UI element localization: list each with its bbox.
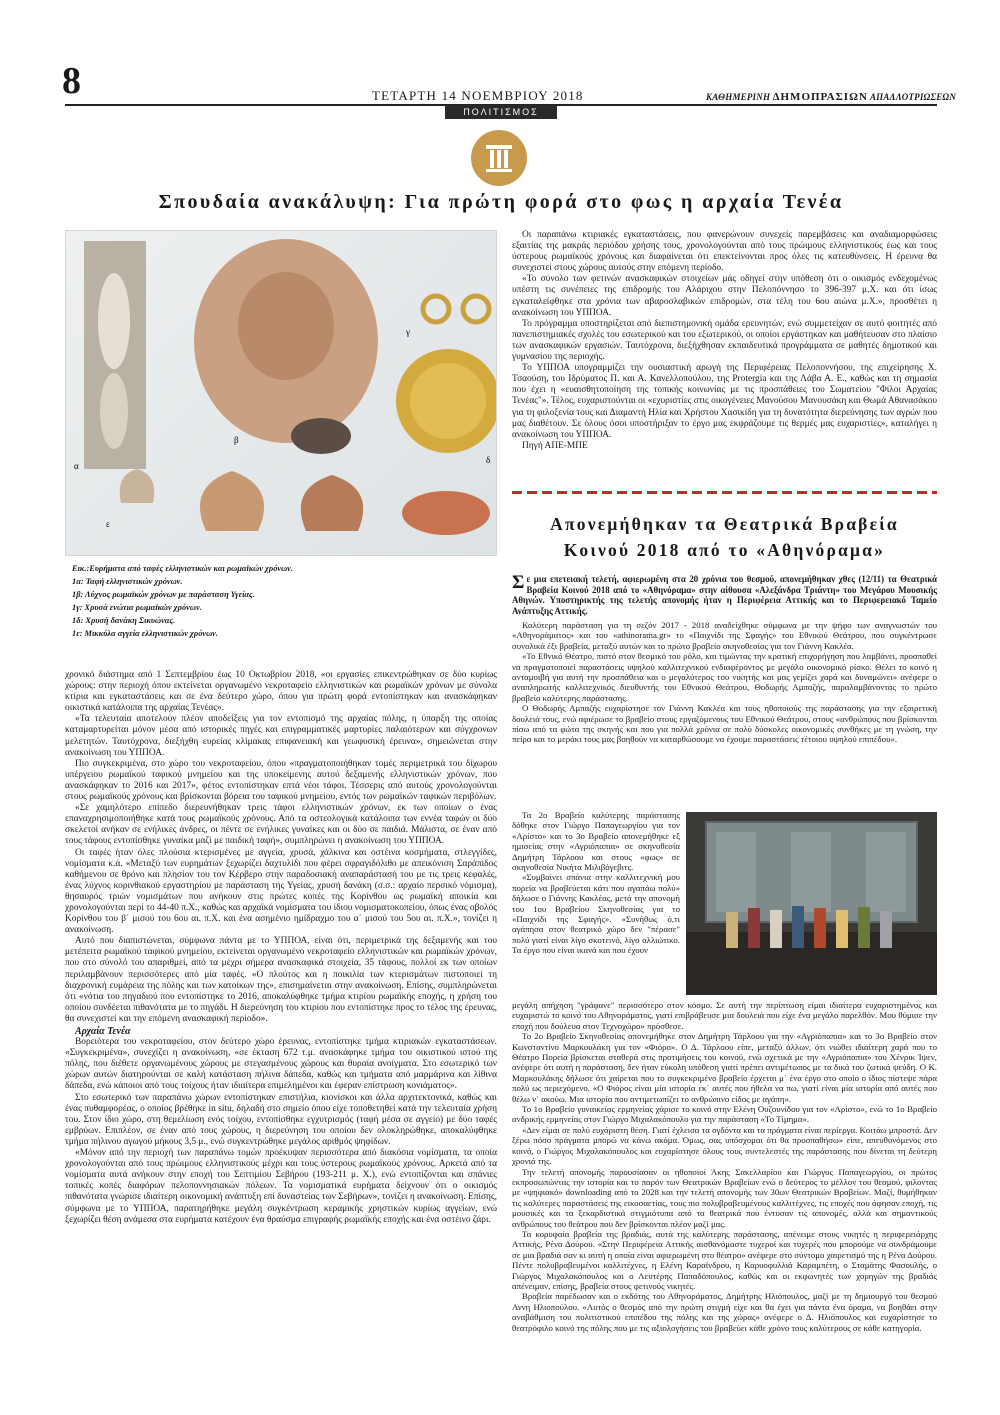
- article-divider: [512, 491, 937, 494]
- paragraph: Οι παραπάνω κτιριακές εγκαταστάσεις, που φανερώνουν συνεχείς παρεμβάσεις και αναδιαμορφώσεις εξαιτίας της μακράς περιόδου χρήσης τους, χρονολογούνται από τους πρώιμους ελληνιστικούς έως και τους ύστερους ρωμαϊκούς χρόνους και διαφαίνεται ότι επεκτείνονται προς όλες τις κατευθύνσεις. Η έρευνα θα συνεχιστεί στους χώρους αυτούς στην επόμενη περίοδο.: [512, 230, 937, 274]
- paragraph: Πιο συγκεκριμένα, στο χώρο του νεκροταφείου, όπου «πραγματοποιήθηκαν τομές περιμετρικά του δίχωρου υπέργειου ρωμαϊκού ταφικού μνημείου και της υποκείμενης αυτού δεξαμενής ελληνιστικών χρόνων, που ανασκάφηκαν το 2016 και 2017», φέτος εντοπίστηκαν επτά νέοι τάφοι. Τέσσερις από αυτούς χρονολογούνται στους ρωμαϊκούς χρόνους και βρίσκονται βόρεια του ταφικού μνημείου, εντός των ρωμαϊκών ταφικών περιβόλων.: [65, 758, 497, 803]
- paragraph: «Το Εθνικό Θέατρο, πιστό στον θεσμικό του ρόλο, και τιμώντας την κρατική επιχορήγηση που λαμβάνει, προσπαθεί να πραγματοποιεί παραστάσεις υψηλού καλλιτεχνικού ενδιαφέροντος με μεγάλο οικονομικό ρίσκο. Θέλει το κοινό η ανταμοιβή για αυτή την προσπάθεια και ο μεγαλύτερος του νικητής και μας γεμίζει χαρά και δυναμώνει» ανέφερε ο αναπληρωτής καλλιτεχνικός διευθυντής του Εθνικού Θεάτρου, Θοδωρής Αμπαζής, παραλαμβάνοντας το πρώτο βραβείο καλύτερης παράστασης.: [512, 651, 937, 703]
- paragraph: Καλύτερη παράσταση για τη σεζόν 2017 - 2018 αναδείχθηκε σύμφωνα με την ψήφο των αναγνωστών του «Αθηνοράματος» και του «athinorama.gr» το «Παιχνίδι της Σφαγής» του Εθνικού Θεάτρου, που συγκέντρωσε συνολικά έξι βραβεία, μεταξύ αυτών και το πρώτο βραβείο σκηνοθεσίας για τον Γιάννη Κακλέα.: [512, 620, 937, 651]
- photo-label-d: δ: [486, 455, 491, 465]
- section-label: ΠΟΛΙΤΙΣΜΟΣ: [445, 105, 557, 119]
- article1-headline: Σπουδαία ανακάλυψη: Για πρώτη φορά στο φως η αρχαία Τενέα: [158, 191, 844, 213]
- paragraph: Το 2ο Βραβείο Σκηνοθεσίας απονεμήθηκε στον Δημήτρη Τάρλοου για την «Αγριόπαπια» και το 3ο Βραβείο στον Κωνσταντίνο Μαρκουλάκη για τον «Φιόρο». Ο Δ. Τάρλοου είπε, μεταξύ άλλων, ότι νιώθει ιδιαίτερη χαρά που το Θέατρο Πορεία βρίσκεται σταθερά στις προτιμήσεις του κοινού, ενώ σχετικά με την «Αγριόπαπια» του Χένρικ Ίψεν, ανέφερε ότι αυτή η παράσταση, δεν ήταν εύκολη υπόθεση γιατί πρέπει αντιμέτωπος με τα δικά του ζωτικά ψεύδη. Ο Κ. Μαρκουλάκης δήλωσε ότι χαίρεται που το συγκεκριμένο βραβείο έρχεται μ΄ ένα έργο στο οποίο ο ίδιος πίστεψε πάρα πολύ ως περιεχόμενο. «Ο Φιόρος είναι μία ιστορία εκ΄ αυτές που ήθελα να πω, γιατί είναι μία ιστορία από αυτές που θέλω ν΄ ακούω. Μια ιστορία που αντιμετωπίζει το ανθρώπινο είδος με αγάπη».: [512, 1031, 937, 1104]
- paragraph: Αυτό που διαπιστώνεται, σύμφωνα πάντα με το ΥΠΠΟΑ, είναι ότι, περιμετρικά της δεξαμενής και του μετέπειτα ρωμαϊκού ταφικού μνημείου, εκτείνεται οργανωμένο νεκροταφείο ελληνιστικών και ρωμαϊκών χρόνων, που στο σύνολό του απαριθμεί, από τα μέχρι σήμερα ανασκαφικά στοιχεία, 35 τάφους, πολλοί εκ των οποίων περιλαμβάνουν περισσότερες από μία ταφές. «Ο πλούτος και η ποικιλία των κτερισμάτων πιστοποιεί τη διαχρονική ευμάρεια της πόλης και των κατοίκων της», επισημαίνεται στην ανακοίνωση. Επίσης, συμπληρώνεται ότι «νότια του πηγαδιού που εντοπίστηκε το 2016, αποκαλύφθηκε τμήμα κτιρίου ρωμαϊκής εποχής, η χρήση του οποίου συνδέεται πιθανότατα με το πηγάδι. Η διερεύνηση του κτιρίου που εντοπίστηκε προς το τέλος της έρευνας, θα συνεχιστεί και την επόμενη ανασκαφική περίοδο».: [65, 936, 497, 1024]
- theatre-stage-photo: [686, 812, 937, 995]
- source-credit: Πηγή ΑΠΕ-ΜΠΕ: [522, 440, 588, 451]
- article1-left-column: [65, 670, 497, 1388]
- subheading: Αρχαία Τενέα: [75, 1026, 131, 1037]
- photo-caption: Εικ.:Ευρήματα από ταφές ελληνιστικών και ρωμαϊκών χρόνων. 1α: Ταφή ελληνιστικών χρόνων. 1β: Λύχνος ρωμαϊκών χρόνων με παράσταση Υγείας. 1γ: Χρυσά ενώτια ρωμαϊκών χρόνων. 1δ: Χρυσή δανάκη Σικυώνας. 1ε: Μικκύλα αγγεία ελληνιστικών χρόνων.: [72, 564, 293, 638]
- paragraph: Το πρόγραμμα υποστηρίζεται από διεπιστημονική ομάδα ερευνητών, ενώ συμμετείχαν σε αυτό φοιτητές από πανεπιστημιακές σχολές του εσωτερικού και του εξωτερικού, οι οποίοι εργάστηκαν και μαθήτευσαν στο πλαίσιο των ανασκαφικών εργασιών. Ταυτόχρονα, διεξήχθησαν εκπαιδευτικά προγράμματα σε μαθητές δημοτικού και γυμνασίου της περιοχής.: [512, 318, 937, 363]
- paragraph: Βραβεία παρέδωσαν και ο εκδότης του Αθηνοράματος, Δημήτρης Ηλιόπουλος, μαζί με τη δημιουργό του θεσμού Αννη Ηλιοπούλου. «Αυτός ο θεσμός από την πρώτη στιγμή είχε και θα έχει για πάντα ένα όραμα, να βοηθάει στην αναβάθμιση του πολιτιστικού επιπέδου της πόλης και της χώρας» ανέφερε ο Δ. Ηλιόπουλος και ευχαρίστησε το θεατρόφιλο κοινό της πόλης που με τις αξιολογήσεις του βραβεύει κάθε χρόνο τους καλύτερους σε κάθε κατηγορία.: [512, 1291, 937, 1333]
- article2-body-bottom: [512, 1000, 937, 1388]
- photo-label-e: ε: [106, 519, 110, 529]
- drop-cap: Σ: [512, 572, 525, 593]
- paragraph: «Σε χαμηλότερο επίπεδο διερευνήθηκαν τρεις τάφοι ελληνιστικών χρόνων, εκ των οποίων ο ένας επαναχρησιμοποιήθηκε κατά τους ρωμαϊκούς χρόνους. Από τα οστεολογικά κατάλοιπα των εννέα ταφών οι δύο σκελετοί ανήκαν σε ενήλικες άνδρες, οι πέντε σε ενήλικες γυναίκες και οι δύο σε παιδιά. Μάλιστα, σε έναν από τους τάφους εντοπίσθηκε γυναίκα μαζί με παιδική ταφή», συμπληρώνει η ανακοίνωση του ΥΠΠΟΑ.: [65, 803, 497, 847]
- artifacts-photo: [65, 230, 497, 556]
- paragraph: Ο Θοδωρής Αμπαζής ευχαρίστησε τον Γιάννη Κακλέα και τους ηθοποιούς της παράστασης για την εξαιρετική δουλειά τους, ενώ αφιέρωσε το βραβείο στους εργαζόμενους του Εθνικού Θεάτρου, στους «ανθρώπους που βρίσκονται πίσω από τα φώτα της σκηνής και που για πολλά χρόνια σε πολύ δύσκολες οικονομικές συνθήκες με τη γνώση, την πείρα και το μεράκι τους μας βοηθούν να καταρθώσουμε να έχουμε παραστάσεις τέτοιου υψηλού επιπέδου».: [512, 703, 937, 745]
- column-pillar-icon: [471, 130, 527, 186]
- photo-label-b: β: [234, 435, 239, 445]
- article1-right-column: [512, 230, 937, 482]
- paragraph: Το 1ο Βραβείο γυναικείας ερμηνείας χάρισε το κοινό στην Ελένη Ουζουνίδου για τον «Αρίστο», ενώ το 1ο Βραβείο ανδρικής ερμηνείας στον Γιώργο Μιχαλακόπουλο για την παράσταση «Το Τίμημα».: [512, 1104, 937, 1125]
- paragraph: «Το σύνολο των φετινών ανασκαφικών στοιχείων μάς οδηγεί στην υπόθεση ότι ο οικισμός ενδεχομένως υπέστη τις συνέπειες της επιδρομής του Αλάριχου στην Πελοπόννησο το 396-397 μ.Χ. και ότι ίσως εγκαταλείφθηκε στα χρόνια των αβαροσλαβικών επιδρομών, στα τέλη του 6ου αιώνα μ.Χ.», προσθέτει η ανακοίνωση του ΥΠΠΟΑ.: [512, 274, 937, 318]
- article2-body-top: [512, 620, 937, 806]
- newspaper-masthead: ΚΑΘΗΜΕΡΙΝΗ ΔΗΜΟΠΡΑΣΙΩΝ ΑΠΑΛΛΟΤΡΙΩΣΕΩΝ: [706, 91, 957, 103]
- article2-lead: Σε μια επετειακή τελετή, αφιερωμένη στα 20 χρόνια του θεσμού, απονεμήθηκαν χθες (12/11) τα Θεατρικά Βραβεία Κοινού 2018 από το «Αθηνόραμα» στην αίθουσα «Αλεξάνδρα Τριάντη» του Μεγάρου Μουσικής Αθηνών. Υποστηρικτής της τελετής απονομής ήταν η Περιφέρεια Αττικής και το Περιφερειακό Ταμείο Ανάπτυξης Αττικής.: [512, 572, 937, 616]
- paragraph: χρονικό διάστημα από 1 Σεπτεμβρίου έως 10 Οκτωβρίου 2018, «οι εργασίες επικεντρώθηκαν σε δύο κυρίως χώρους: στην περιοχή όπου εκτείνεται οργανωμένο νεκροταφείο ελληνιστικών και ρωμαϊκών χρόνων με σύνολα κτίρια και εγκαταστάσεις και σε ένα δεύτερο χώρο, όπου για πρώτη φορά εντοπίστηκαν και ανασκάφηκαν οικιστικά κατάλοιπα της αρχαίας Τενέας».: [65, 670, 497, 714]
- paragraph: Στο εσωτερικό των παραπάνω χώρων εντοπίστηκαν επιστήλια, κιονίσκοι και άλλα αρχιτεκτονικά, καθώς και ένας πυθαμφορέας, ο οποίος βρέθηκε in situ, δηλαδή στο σημείο όπου είχε τοποθετηθεί κατά την τελευταία χρήση του. Στον ίδιο χώρο, στη θεμελίωση ενός τοίχου, εντοπίσθηκε εγχυτρισμός (ταφή μέσα σε αγγείο) με δύο ταφές εμβρύων. Επιπλέον, σε έναν από τους χώρους, η διερεύνηση του οποίου δεν ολοκληρώθηκε, αποκαλύφθηκε τμήμα πήλινου αγωγού μήκους 3,5 μ., ενώ συγκεντρώθηκε μεγάλος αριθμός ψηφίδων.: [65, 1092, 497, 1147]
- paragraph: Το ΥΠΠΟΑ υπογραμμίζει την ουσιαστική αρωγή της Περιφέρειας Πελοποννήσου, της επιχείρησης Χ. Τσαούση, του Ιδρύματος Π. και Α. Κανελλοπούλου, της Protergia και της Λάβα Α. Ε., καθώς και τη σημασία που έχει η «ευαισθητοποίηση της τοπικής κοινωνίας με τις προσπάθειες του Σωματείου "Φίλοι Αρχαίας Τενέας"». Τέλος, ευχαριστούνται οι «εχυριστίες στις οικογένειες Μανούσου Μανουσάκη και Θωμά Αθανασάκου για τη φιλοξενία τους και Διαμαντή Ηλία και Χρήστου Χασικίδη για τη δυνατότητα διερεύνησης των αγρών που μας διαθέτουν. Σε όλους όσοι υποστήριξαν το έργο μας εκφράζουμε τις θερμές μας ευχαριστίες», καταλήγει η ανακοίνωση του ΥΠΠΟΑ.: [512, 363, 937, 440]
- article2-headline: Απονεμήθηκαν τα Θεατρικά Βραβεία Κοινού 2018 από το «Αθηνόραμα»: [550, 514, 899, 560]
- paragraph: «Συμβαίνει σπάνια στην καλλιτεχνική μου πορεία να βραβεύεται κάτι που αγαπάω πολύ» δήλωσε ο Γιάννης Κακλέας, μετά την απονομή του 1ου Βραβείου Σκηνοθεσίας για το «Παιχνίδι της Σφαγής». «Συνήθως ό,τι αγάπησα στον θεατρικό χώρο δεν "πέρασε" πολύ γιατί είναι λίγο σκοτεινό, λίγο αλλιώτικο. Τα έργο που είναι ικανά και που έχουν: [512, 872, 680, 956]
- paragraph: «Δεν είμαι σε πολύ ευχάριστη θέση. Γιατί έχλεισα τα ογδόντα και τα πράγματα είναι περίεργα. Κοιτάω μπροστά. Δεν ξέρω πόσο πράγματα μπορώ να κάνω ακόμα. Όμως, σας υπόσχομαι ότι θα προσπαθήσω» είπε, απευθυνόμενος στο κοινό, ο Γιώργος Μιχαλακόπουλος και ευχαρίστησε όλους τους συντελεστές της παράστασης που δίνεται τη δεύτερη χρονιά της.: [512, 1124, 937, 1167]
- paragraph: Τα κορυφαία βραβεία της βραδιάς, αυτά της καλύτερης παράστασης, απένειμε στους νικητές η περιφερειάρχης Αττικής, Ρένα Δούρου. «Στην Περιφέρεια Αττικής αισθανόμαστε τυχεροί και τυχερές που μπορούμε να συνδράμουμε σε μια βραδιά σαν κι αυτή η οποία είναι αφιερωμένη στο θέατρο» ανέφερε στο σύντομο χαιρετισμό της η Ρένα Δούρου. Πέντε πολυβραβευμένοι καλλιτέχνες, η Ελένη Καραϊνδρου, η Καρυοφυλλιά Καραμπέτη, ο Σταμάτης Φασουλής, ο Γιώργος Μιχαλακόπουλος και ο Λευτέρης Παπαδόπουλος, καθώς και οι εκφωνητές των χορηγών της βραδιάς απένειμαν, επίσης, βραβεία στους φετινούς νικητές.: [512, 1228, 937, 1291]
- page-number: 8: [62, 60, 81, 102]
- article2-narrow-column: [512, 810, 680, 997]
- photo-label-c: γ: [406, 327, 410, 337]
- paragraph: Οι ταφές ήταν όλες πλούσια κτερισμένες με αγγεία, χρυσά, χάλκινα και οστέινα κοσμήματα, στλεγγίδες, νομίσματα κ.ά. «Μεταξύ των ευρημάτων ξεχωρίζει δαχτυλίδι που φέρει σφραγιδόλιθο με απεικόνιση Σαράπιδος καθήμενου σε θρόνο και πλησίον του τον Κέρβερο στην παραδοσιακή αναπαράστασή του με τις τρεις κεφαλές, ένας λύχνος κορινθιακού εργαστηρίου με παράσταση της Υγείας, χρυσή δανάκη (σ.σ.: αρχαίο περσικό νόμισμα), θησαυρός τριών νομισμάτων που ανήκουν στις πρώτες κοπές της Κορίνθου ως ρωμαϊκή αποικία και χρονολογούνται περί το 44-40 π.Χ., καθώς και αρχαϊκά νομίσματα του ίδιου νομισματοκοπείου, όπως ένας οβολός Κορίνθου του β΄ μισού του 6ου αι. π.Χ. και ένα ασημένιο ημίδραχμο του α΄ μισού του 5ου αι. π.Χ.», τονίζει η ανακοίνωση.: [65, 847, 497, 936]
- paragraph: «Μόνον από την περιοχή των παραπάνω τομών προέκυψαν περισσότερα από διακόσια νομίσματα, τα οποία χρονολογούνται από τους πρώιμους ελληνιστικούς μέχρι και τους ύστερους ρωμαϊκούς χρόνους. Αρκετά από τα νομίσματα αυτά ανήκουν στην εποχή του Σεπτιμίου Σεβήρου (193-211 μ. Χ.), ενώ εντοπίζονται και σπάνιες τοπικές κοπές διαφόρων πελοποννησιακών πόλεων. Τα νομισματικά ευρήματα δείχνουν ότι ο οικισμός πιθανότατα γνώρισε ιδιαίτερη οικονομική ανάπτυξη επί δυναστείας των Σεβήρων», τονίζει η ανακοίνωση. Επίσης, σύμφωνα με το ΥΠΠΟΑ, παρατηρήθηκε μεγάλη συγκέντρωση κεραμικής χρηστικών κυρίως αγγείων, ενώ ξεχωρίζει θέση ανάμεσα στα ευρήματα κατέχουν ένα θραύσμα επιγραφής ρωμαϊκής εποχής και ένα οστέινο ζάρι.: [65, 1148, 497, 1225]
- paragraph: «Τα τελευταία αποτελούν πλέον αποδείξεις για τον εντοπισμό της αρχαίας πόλης, η ύπαρξη της οποίας καταμαρτυρείται μόνον μέσα από ιστορικές πηγές και επιγραμματικές μαρτυρίες παλαιότερων και σύγχρονων μελετητών. Ταυτόχρονα, διεξήχθη ευρείας κλίμακας επιφανειακή και γεωφυσική έρευνα», σημειώνεται στην ανακοίνωση του ΥΠΠΟΑ.: [65, 714, 497, 758]
- paragraph: Την τελετή απονομής παρουσίασαν οι ηθοποιοί Άκης Σακελλαρίου και Γιώργος Παπαγεωργίου, οι πρώτος εκπροσωπώντας την ιστορία και το παρόν των Θεατρικών Βραβείων ενώ ο δεύτερος το μέλλον του θεσμού, φιλοντας με «ψηφιακό» downloading από το 2028 και την τελετή απονομής των 30ων Θεατρικών Βραβείων. Μαζί, θυμήθηκαν τις καλύτερες παραστάσεις της εικοσαετίας, τους πιο πολυβραβευμένους καλλιτέχνες, τις εποχές που άφησαν εποχή, τις μουσικές και τα ξεκαρδιστικά στιγμιότυπα από τα θεατρικά που έντυσαν τις απονομές, αλλά και σημαντικούς ανθρώπους του θεάτρου που δεν βρίσκονται πλέον μαζί μας.: [512, 1166, 937, 1229]
- paragraph: Τα 2ο Βραβείο καλύτερης παράστασης δόθηκε στον Γιώργο Παπαγεωργίου για τον «Αρίστο» και το 3ο Βραβείο απονεμήθηκε εξ ημισείας στην «Αγριόπαπια» σε σκηνοθεσία Δημήτρη Τάρλοου και στους «φως» σε σκηνοθεσία Νικήτα Μιλιβόγεβιτς.: [512, 810, 680, 873]
- paragraph: μεγάλη απήχηση "γράφανε" περισσότερο στον κόσμο. Σε αυτή την περίπτωση είμαι ιδιαίτερα ευχαριστημένος και ευχαριστώ το κοινό του Αθηνοράματος, γιατί επιβράβευσε μια δουλειά που είχε ένα μεγάλο παρελθόν. Μου θύμισε την εποχή που δούλευα στον Τεχνοχώρο» πρόσθεσε.: [512, 1000, 937, 1031]
- photo-label-a: α: [74, 461, 79, 471]
- paragraph: Βορειότερα του νεκροταφείου, στον δεύτερο χώρο έρευνας, εντοπίστηκε τμήμα κτιριακών εγκαταστάσεων. «Συγκεκριμένα», συνεχίζει η ανακοίνωση, «σε έκταση 672 τ.μ. ανασκάφηκε τμήμα του οικιστικού ιστού της πόλης, που διέθετε οργανωμένους χώρους με στεγασμένους χώρους και θυραία ανοίγματα. Στο εσωτερικό των χώρων αυτών διατηρούνται σε καλή κατάσταση πήλινα δάπεδα, καθώς και τμήματα από μαρμάρινα και λίθινα δάπεδα, ενώ κάποιοι από τους τοίχους ήταν ιδιαίτερα επιμελημένοι και έφεραν επίστρωση κονιάματος».: [65, 1037, 497, 1092]
- issue-date: ΤΕΤΑΡΤΗ 14 ΝΟΕΜΒΡΙΟΥ 2018: [372, 88, 584, 103]
